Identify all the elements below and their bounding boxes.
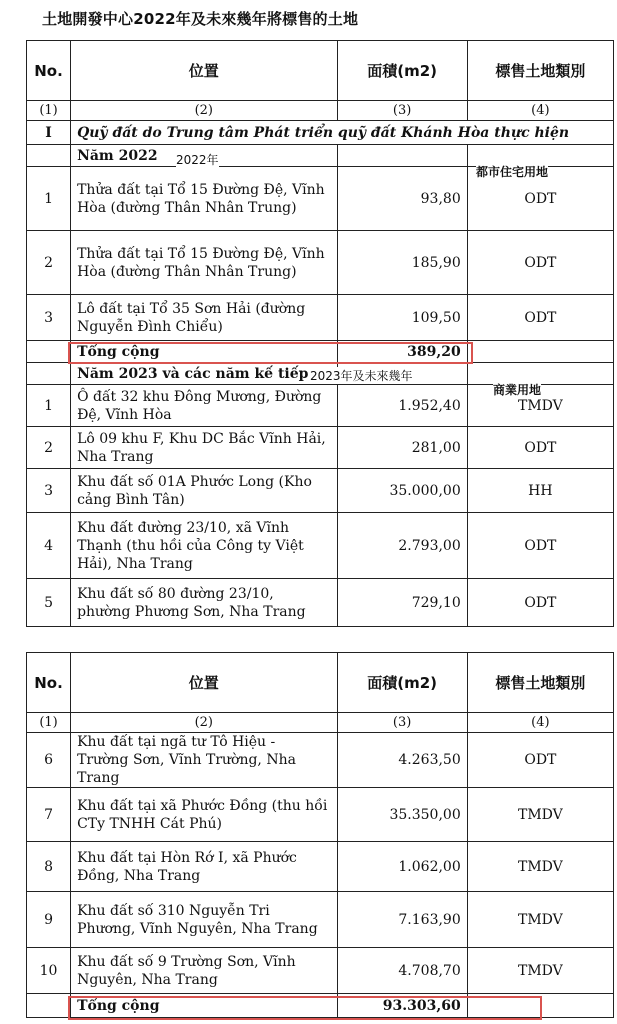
- table-row: [27, 842, 614, 892]
- row-area: 35.000,00: [337, 469, 467, 513]
- row-location: Khu đất số 01A Phước Long (Kho cảng Bình Tân): [71, 469, 337, 513]
- subheader-2: (2): [71, 713, 337, 733]
- total-value-2022: 389,20: [337, 341, 467, 363]
- row-area: 7.163,90: [337, 892, 467, 948]
- total-value-later: 93.303,60: [337, 994, 467, 1018]
- table-row: [27, 469, 614, 513]
- annotation-2022: 2022年: [176, 153, 219, 167]
- document-title: 土地開發中心2022年及未來幾年將標售的土地: [42, 10, 359, 28]
- header-row: [27, 41, 614, 101]
- total-label-2022: Tổng cộng: [71, 341, 337, 363]
- row-type: ODT: [467, 579, 613, 627]
- subheader-4: (4): [467, 713, 613, 733]
- header-location: 位置: [71, 653, 337, 713]
- table-row: [27, 513, 614, 579]
- row-type: HH: [467, 469, 613, 513]
- row-area: 4.263,50: [337, 733, 467, 788]
- section-index: I: [27, 121, 71, 145]
- table-row: [27, 948, 614, 994]
- header-no: No.: [27, 41, 71, 101]
- subheader-1: (1): [27, 713, 71, 733]
- highlight-total-later: [68, 996, 542, 1020]
- group-label-2022: Năm 2022: [71, 145, 337, 167]
- row-location: Khu đất tại ngã tư Tô Hiệu - Trường Sơn, Vĩnh Trường, Nha Trang: [71, 733, 337, 788]
- row-no: 4: [27, 513, 71, 579]
- annotation-commercial: 商業用地: [493, 383, 542, 397]
- row-area: 2.793,00: [337, 513, 467, 579]
- table-row: [27, 295, 614, 341]
- row-location: Khu đất tại xã Phước Đồng (thu hồi CTy TNHH Cát Phú): [71, 788, 337, 842]
- row-no: 9: [27, 892, 71, 948]
- table-row: [27, 427, 614, 469]
- table-row: [27, 231, 614, 295]
- header-no: No.: [27, 653, 71, 713]
- subheader-2: (2): [71, 101, 337, 121]
- row-no: 2: [27, 427, 71, 469]
- row-type: TMDV: [467, 892, 613, 948]
- row-type: ODT: [467, 167, 613, 231]
- row-no: 5: [27, 579, 71, 627]
- row-area: 185,90: [337, 231, 467, 295]
- row-type: TMDV: [467, 385, 613, 427]
- total-label-later: Tổng cộng: [71, 994, 337, 1018]
- table-row: [27, 579, 614, 627]
- section-row: [27, 121, 614, 145]
- row-area: 729,10: [337, 579, 467, 627]
- row-location: Lô 09 khu F, Khu DC Bắc Vĩnh Hải, Nha Trang: [71, 427, 337, 469]
- highlight-total-2022: [68, 342, 473, 364]
- table-row: [27, 788, 614, 842]
- row-location: Khu đất đường 23/10, xã Vĩnh Thạnh (thu hồi của Công ty Việt Hải), Nha Trang: [71, 513, 337, 579]
- row-no: 3: [27, 469, 71, 513]
- row-no: 1: [27, 167, 71, 231]
- row-no: 8: [27, 842, 71, 892]
- row-location: Khu đất tại Hòn Rớ I, xã Phước Đồng, Nha Trang: [71, 842, 337, 892]
- row-type: ODT: [467, 513, 613, 579]
- row-type: TMDV: [467, 842, 613, 892]
- subheader-4: (4): [467, 101, 613, 121]
- header-type: 標售土地類別: [467, 41, 613, 101]
- row-no: 7: [27, 788, 71, 842]
- table-row: [27, 733, 614, 788]
- row-location: Ô đất 32 khu Đông Mương, Đường Đệ, Vĩnh Hòa: [71, 385, 337, 427]
- row-type: ODT: [467, 427, 613, 469]
- row-no: 10: [27, 948, 71, 994]
- row-area: 35.350,00: [337, 788, 467, 842]
- row-no: 3: [27, 295, 71, 341]
- row-type: ODT: [467, 295, 613, 341]
- row-area: 109,50: [337, 295, 467, 341]
- row-area: 93,80: [337, 167, 467, 231]
- row-type: ODT: [467, 733, 613, 788]
- row-location: Khu đất số 9 Trường Sơn, Vĩnh Nguyên, Nha Trang: [71, 948, 337, 994]
- annotation-residential: 都市住宅用地: [476, 165, 549, 179]
- subheader-row: [27, 101, 614, 121]
- row-area: 1.952,40: [337, 385, 467, 427]
- row-no: 6: [27, 733, 71, 788]
- annotation-2023: 2023年及未來幾年: [310, 369, 413, 383]
- subheader-3: (3): [337, 101, 467, 121]
- row-location: Thửa đất tại Tổ 15 Đường Đệ, Vĩnh Hòa (đường Thân Nhân Trung): [71, 167, 337, 231]
- row-type: TMDV: [467, 948, 613, 994]
- header-location: 位置: [71, 41, 337, 101]
- row-area: 1.062,00: [337, 842, 467, 892]
- table-row: [27, 892, 614, 948]
- section-title: Quỹ đất do Trung tâm Phát triển quỹ đất Khánh Hòa thực hiện: [71, 121, 614, 145]
- subheader-3: (3): [337, 713, 467, 733]
- row-no: 2: [27, 231, 71, 295]
- row-type: ODT: [467, 231, 613, 295]
- row-type: TMDV: [467, 788, 613, 842]
- row-location: Khu đất số 310 Nguyễn Tri Phương, Vĩnh Nguyên, Nha Trang: [71, 892, 337, 948]
- row-no: 1: [27, 385, 71, 427]
- row-area: 4.708,70: [337, 948, 467, 994]
- group-label-later: Năm 2023 và các năm kế tiếp: [71, 363, 337, 385]
- subheader-row: [27, 713, 614, 733]
- header-type: 標售土地類別: [467, 653, 613, 713]
- header-area: 面積(m2): [337, 41, 467, 101]
- row-area: 281,00: [337, 427, 467, 469]
- land-table-part-1: [26, 40, 614, 627]
- row-location: Thửa đất tại Tổ 15 Đường Đệ, Vĩnh Hòa (đường Thân Nhân Trung): [71, 231, 337, 295]
- land-table-part-2: [26, 652, 614, 1018]
- row-location: Khu đất số 80 đường 23/10, phường Phương Sơn, Nha Trang: [71, 579, 337, 627]
- subheader-1: (1): [27, 101, 71, 121]
- header-row: [27, 653, 614, 713]
- header-area: 面積(m2): [337, 653, 467, 713]
- row-location: Lô đất tại Tổ 35 Sơn Hải (đường Nguyễn Đình Chiểu): [71, 295, 337, 341]
